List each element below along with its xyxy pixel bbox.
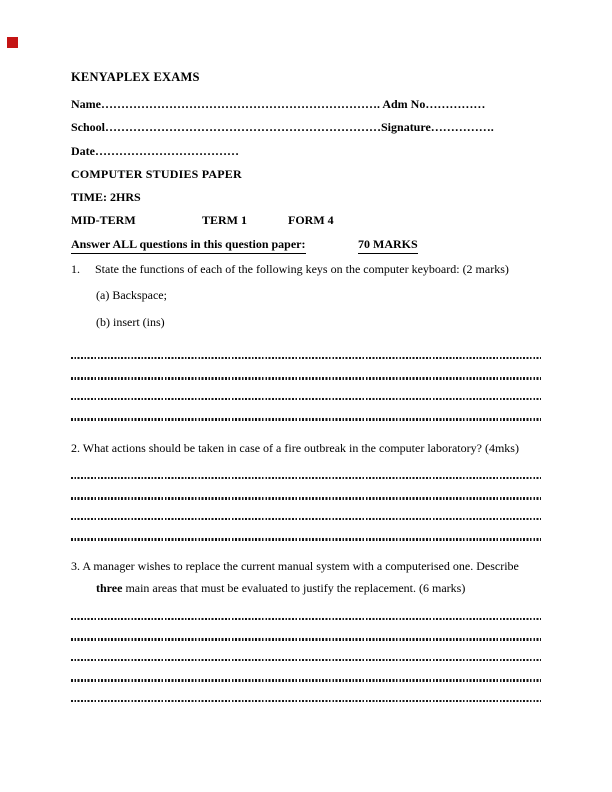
question-1-sub-b: (b) insert (ins) [96, 315, 165, 329]
answer-line [71, 398, 541, 400]
question-1-sub-a: (a) Backspace; [96, 288, 167, 302]
answer-line [71, 659, 541, 661]
answer-line [71, 477, 541, 479]
question-3-line-2 [96, 581, 465, 596]
question-2: 2. What actions should be taken in case of a fire outbreak in the computer laboratory? (4mks) [71, 441, 519, 455]
question-3-line-2-rest: main areas that must be evaluated to justify the replacement. (6 marks) [122, 581, 466, 595]
answer-line [71, 518, 541, 520]
date-field-line: Date……………………………… [71, 144, 239, 158]
form-label: FORM 4 [288, 213, 334, 227]
instruction-text: Answer ALL questions in this question paper: [71, 237, 306, 254]
answer-line [71, 538, 541, 540]
question-1-number: 1. [71, 262, 80, 276]
exam-session-label: MID-TERM [71, 213, 136, 227]
answer-line [71, 618, 541, 620]
question-3-line-1: 3. A manager wishes to replace the current manual system with a computerised one. Describe [71, 559, 519, 573]
term-label: TERM 1 [202, 213, 247, 227]
question-3-bold-word: three [96, 581, 123, 595]
page-title: KENYAPLEX EXAMS [71, 70, 200, 84]
time-allocation: TIME: 2HRS [71, 190, 141, 204]
answer-line [71, 377, 541, 379]
question-1-answer-lines [71, 357, 541, 439]
question-1 [71, 262, 509, 277]
red-marker-square [7, 37, 18, 48]
question-3-answer-lines [71, 618, 541, 720]
question-2-answer-lines [71, 477, 541, 559]
answer-line [71, 357, 541, 359]
answer-line [71, 497, 541, 499]
school-field-line: School……………………………………………………………Signature……………. [71, 120, 494, 134]
total-marks-label: 70 MARKS [358, 237, 418, 254]
answer-line [71, 679, 541, 681]
term-info-row [71, 213, 541, 228]
answer-line [71, 638, 541, 640]
answer-line [71, 418, 541, 420]
name-field-line: Name……………………………………………………………. Adm No…………… [71, 97, 486, 111]
answer-line [71, 700, 541, 702]
paper-title: COMPUTER STUDIES PAPER [71, 167, 242, 181]
instruction-row [71, 237, 541, 255]
question-1-text: State the functions of each of the following keys on the computer keyboard: (2 marks) [95, 262, 509, 276]
